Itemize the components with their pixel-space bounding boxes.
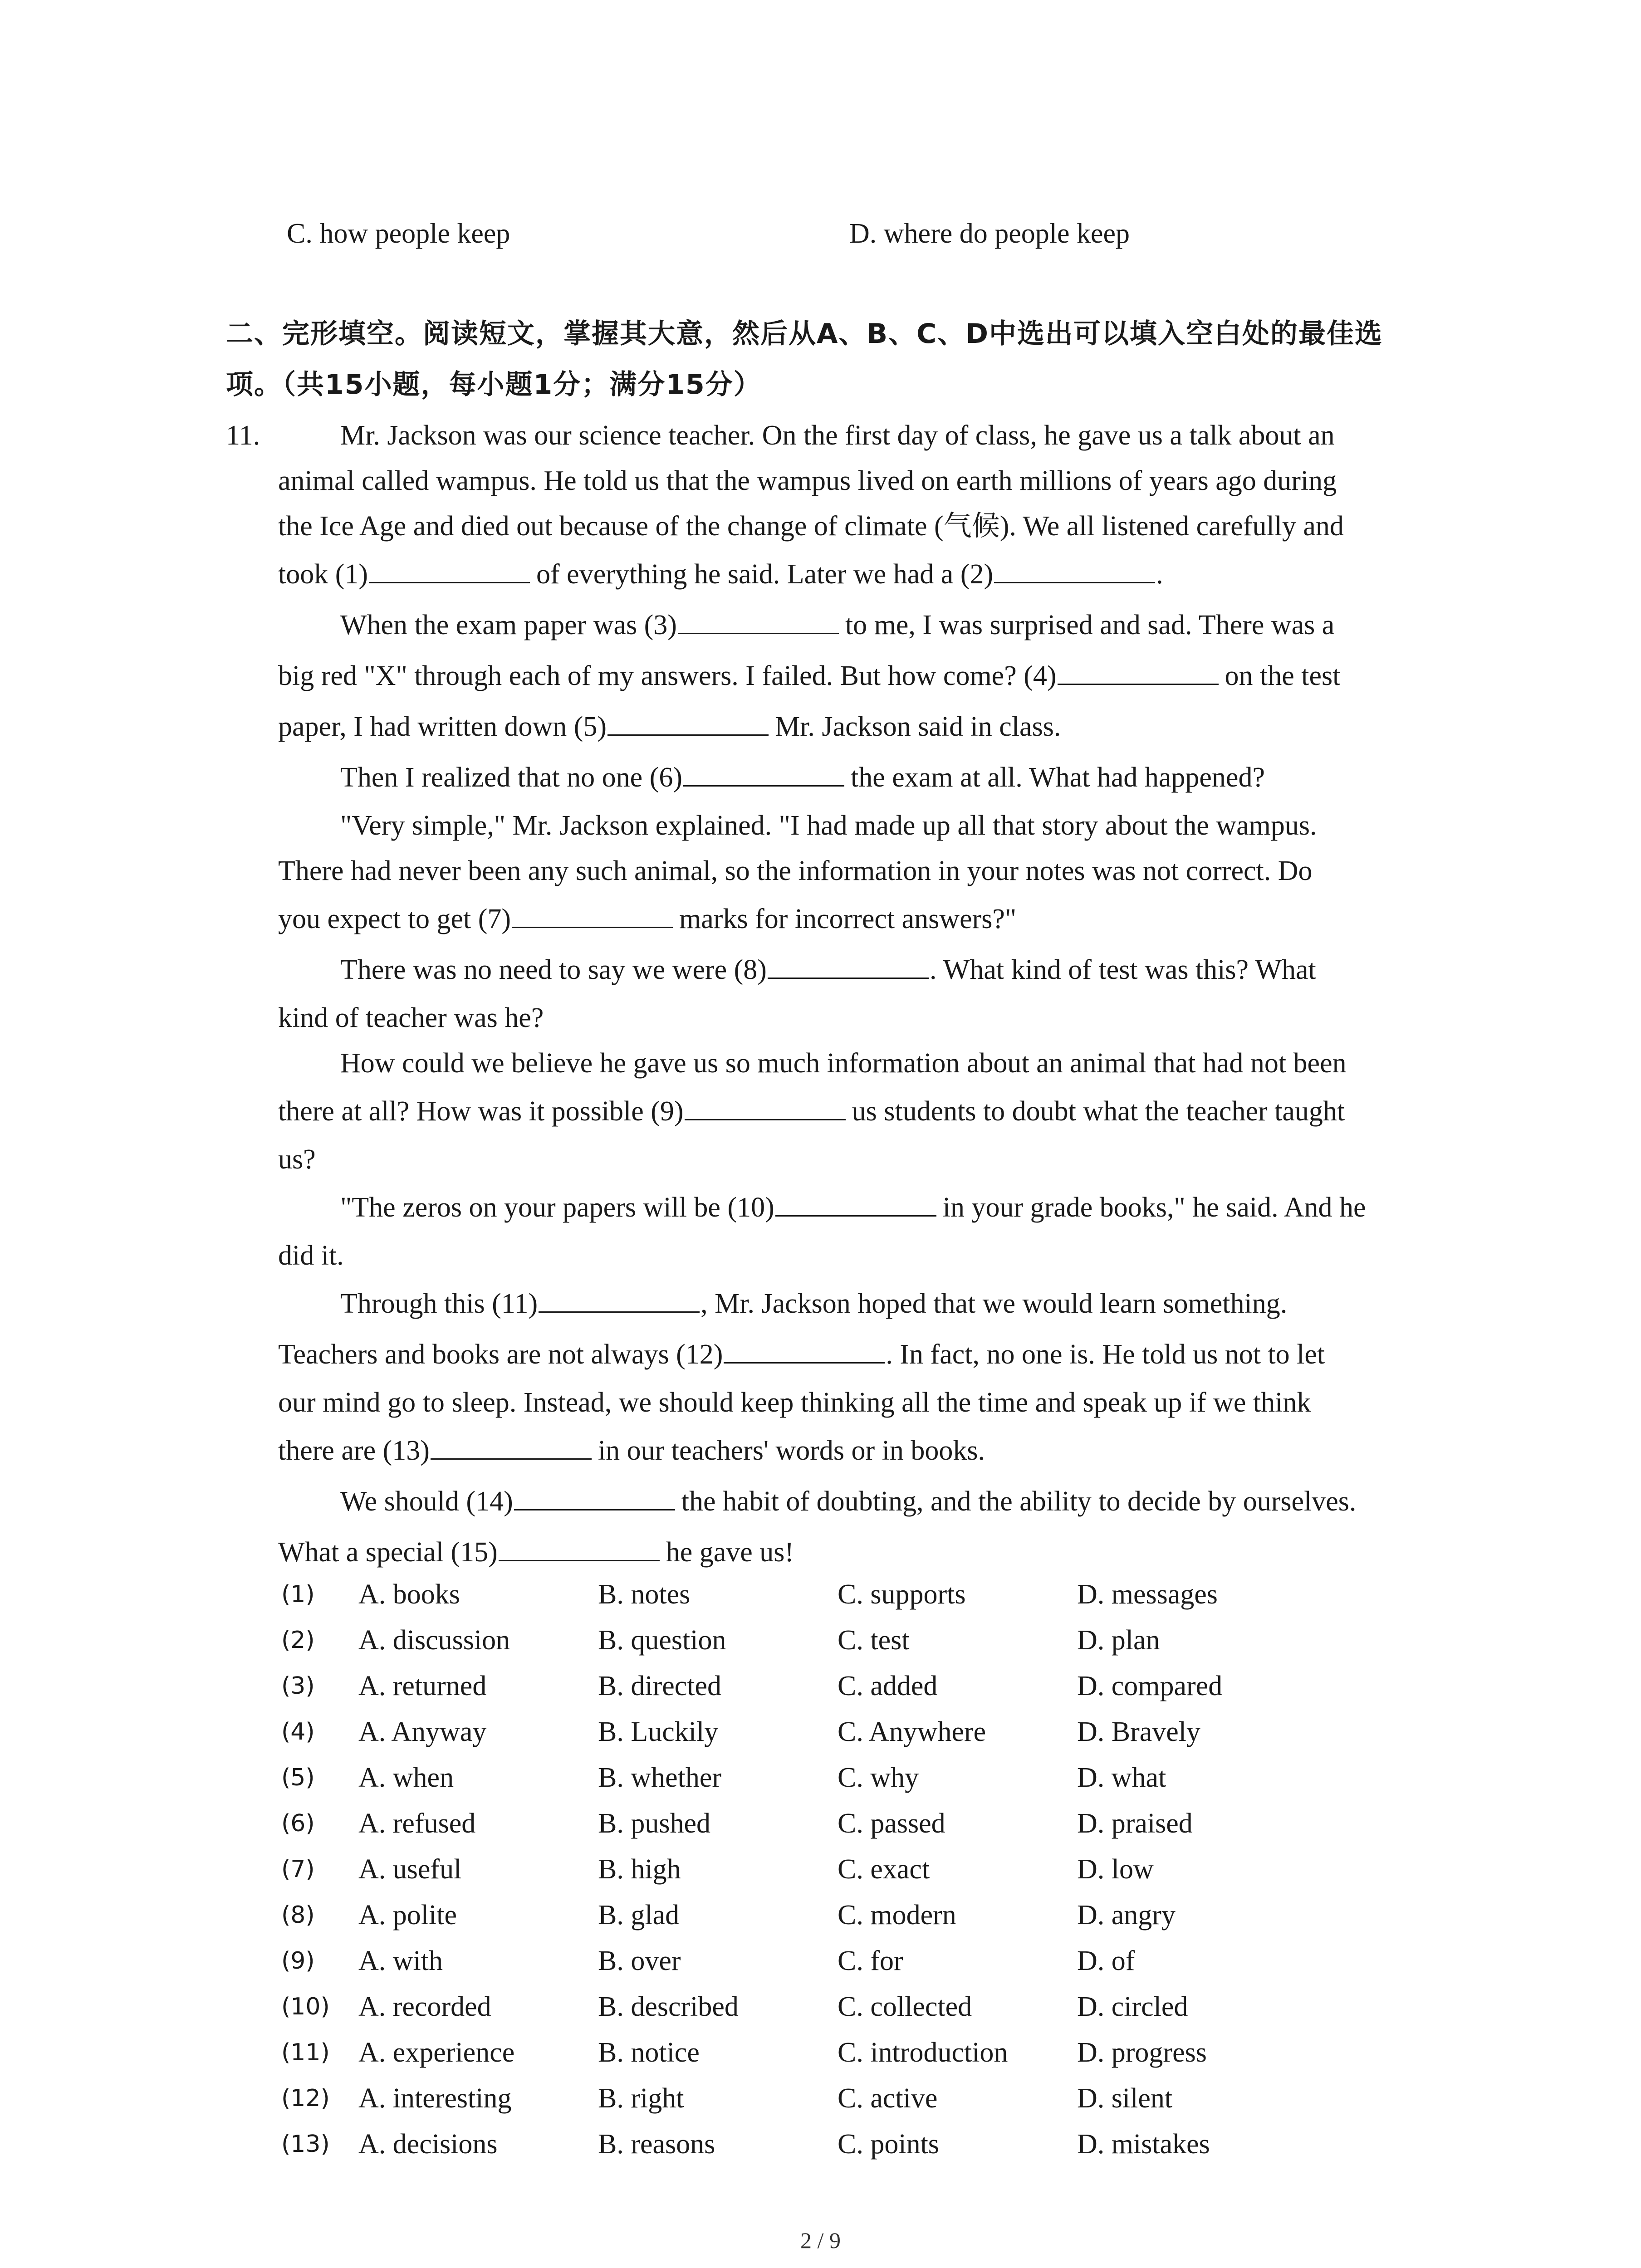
option-a: A. discussion	[358, 1625, 510, 1656]
option-row	[281, 1801, 1461, 1847]
option-number: (3)	[281, 1672, 315, 1700]
option-d: D. plan	[1077, 1625, 1160, 1656]
option-row	[281, 1618, 1461, 1663]
option-b: B. high	[598, 1854, 681, 1885]
option-d: D. circled	[1077, 1991, 1188, 2022]
passage-line: you expect to get (7) marks for incorrect answers?"	[278, 894, 1451, 944]
option-number: (12)	[281, 2085, 330, 2112]
option-d: D. low	[1077, 1854, 1154, 1885]
option-b: B. reasons	[598, 2129, 715, 2160]
passage-line: When the exam paper was (3) to me, I was surprised and sad. There was a	[278, 600, 1451, 650]
blank-2	[994, 554, 1155, 583]
option-a: A. experience	[358, 2037, 515, 2068]
option-number: (7)	[281, 1856, 315, 1883]
section-heading-line-1: 二、完形填空。阅读短文，掌握其大意，然后从A、B、C、D中选出可以填入空白处的最佳选	[226, 318, 1383, 350]
option-c: C. why	[838, 1762, 919, 1793]
passage-line: did it.	[278, 1240, 344, 1271]
blank-11	[539, 1283, 700, 1313]
blank-9	[685, 1091, 846, 1120]
option-a: A. polite	[358, 1900, 457, 1931]
option-b: B. glad	[598, 1900, 680, 1931]
option-b: B. directed	[598, 1671, 722, 1701]
option-c: C. how people keep	[287, 218, 510, 249]
option-d: D. angry	[1077, 1900, 1176, 1931]
option-row	[281, 1892, 1461, 1938]
option-row	[281, 2121, 1461, 2167]
option-b: B. question	[598, 1625, 726, 1656]
passage-line: Then I realized that no one (6) the exam at all. What had happened?	[278, 752, 1451, 803]
option-number: (13)	[281, 2131, 330, 2158]
passage-line: There had never been any such animal, so the information in your notes was not correct. Do	[278, 855, 1313, 886]
option-row	[281, 2030, 1461, 2076]
option-d: D. of	[1077, 1945, 1135, 1976]
page-number: 2 / 9	[800, 2228, 841, 2253]
option-a: A. recorded	[358, 1991, 491, 2022]
passage-line: There was no need to say we were (8) . What kind of test was this? What	[278, 944, 1451, 995]
option-d: D. compared	[1077, 1671, 1223, 1701]
passage-line: took (1) of everything he said. Later we had a (2) .	[278, 549, 1451, 600]
blank-4	[1058, 655, 1219, 685]
option-c: C. introduction	[838, 2037, 1008, 2068]
option-row	[281, 2076, 1461, 2121]
section-heading-line-2: 项。（共15小题，每小题1分；满分15分）	[226, 369, 762, 401]
blank-14	[514, 1481, 675, 1510]
option-c: C. active	[838, 2083, 938, 2114]
option-d: D. silent	[1077, 2083, 1173, 2114]
blank-3	[678, 605, 839, 634]
option-b: B. Luckily	[598, 1716, 719, 1747]
option-row	[281, 1709, 1461, 1755]
passage-line: "The zeros on your papers will be (10) in your grade books," he said. And he	[278, 1182, 1451, 1233]
option-c: C. supports	[838, 1579, 966, 1610]
previous-question-options	[287, 213, 1557, 254]
option-b: B. whether	[598, 1762, 722, 1793]
option-number: (10)	[281, 1993, 330, 2020]
option-number: (4)	[281, 1718, 315, 1745]
passage-line: We should (14) the habit of doubting, and the ability to decide by ourselves.	[278, 1476, 1451, 1527]
option-b: B. right	[598, 2083, 684, 2114]
passage-line: What a special (15) he gave us!	[278, 1527, 1451, 1578]
option-row	[281, 1847, 1461, 1892]
option-number: (8)	[281, 1901, 315, 1929]
option-a: A. refused	[358, 1808, 476, 1839]
option-a: A. decisions	[358, 2129, 498, 2160]
option-c: C. collected	[838, 1991, 972, 2022]
option-number: (6)	[281, 1810, 315, 1837]
blank-10	[775, 1187, 936, 1217]
option-c: C. exact	[838, 1854, 930, 1885]
blank-7	[512, 899, 673, 928]
passage-line: there are (13) in our teachers' words or in books.	[278, 1425, 1451, 1476]
option-d: D. mistakes	[1077, 2129, 1210, 2160]
passage-line: our mind go to sleep. Instead, we should keep thinking all the time and speak up if we think	[278, 1387, 1311, 1418]
option-c: C. for	[838, 1945, 903, 1976]
section-heading	[226, 308, 1460, 410]
option-b: B. notice	[598, 2037, 700, 2068]
passage-line: us?	[278, 1144, 316, 1175]
passage-line: Teachers and books are not always (12) . In fact, no one is. He told us not to let	[278, 1329, 1451, 1380]
option-a: A. interesting	[358, 2083, 512, 2114]
blank-8	[768, 949, 929, 979]
option-a: A. books	[358, 1579, 460, 1610]
option-a: A. returned	[358, 1671, 487, 1701]
option-number: (2)	[281, 1627, 315, 1654]
passage-line: kind of teacher was he?	[278, 1002, 544, 1033]
blank-5	[607, 706, 769, 736]
option-c: C. modern	[838, 1900, 956, 1931]
option-d: D. praised	[1077, 1808, 1193, 1839]
passage-line: animal called wampus. He told us that the wampus lived on earth millions of years ago during	[278, 465, 1337, 496]
passage-lines	[278, 413, 1451, 1578]
blank-15	[499, 1532, 660, 1561]
option-b: B. described	[598, 1991, 739, 2022]
option-a: A. Anyway	[358, 1716, 487, 1747]
blank-13	[431, 1430, 592, 1460]
option-d: D. what	[1077, 1762, 1166, 1793]
option-b: B. notes	[598, 1579, 691, 1610]
passage-line: big red "X" through each of my answers. I failed. But how come? (4) on the test	[278, 650, 1451, 701]
option-row	[281, 1572, 1461, 1618]
option-number: (11)	[281, 2039, 330, 2066]
option-number: (9)	[281, 1947, 315, 1975]
passage-line: there at all? How was it possible (9) us students to doubt what the teacher taught	[278, 1086, 1451, 1137]
option-number: (1)	[281, 1581, 315, 1608]
blank-12	[724, 1334, 885, 1364]
option-c: C. test	[838, 1625, 910, 1656]
passage-line: the Ice Age and died out because of the change of climate (气候). We all listened carefully and	[278, 511, 1344, 542]
option-row	[281, 1663, 1461, 1709]
option-row	[281, 1755, 1461, 1801]
passage-line: Mr. Jackson was our science teacher. On the first day of class, he gave us a talk about an	[340, 420, 1335, 451]
answer-options-table	[281, 1572, 1461, 2167]
option-d: D. progress	[1077, 2037, 1207, 2068]
passage-line: "Very simple," Mr. Jackson explained. "I had made up all that story about the wampus.	[340, 810, 1317, 841]
option-c: C. passed	[838, 1808, 945, 1839]
option-a: A. with	[358, 1945, 443, 1976]
passage-line: paper, I had written down (5) Mr. Jackson said in class.	[278, 701, 1451, 752]
option-a: A. when	[358, 1762, 454, 1793]
blank-1	[369, 554, 530, 583]
option-number: (5)	[281, 1764, 315, 1791]
question-number: 11.	[226, 420, 260, 451]
option-a: A. useful	[358, 1854, 462, 1885]
blank-6	[683, 757, 844, 787]
option-b: B. over	[598, 1945, 681, 1976]
option-c: C. points	[838, 2129, 939, 2160]
option-d: D. messages	[1077, 1579, 1218, 1610]
option-c: C. added	[838, 1671, 938, 1701]
passage-line: Through this (11) , Mr. Jackson hoped that we would learn something.	[278, 1278, 1451, 1329]
option-row	[281, 1984, 1461, 2030]
passage-line: How could we believe he gave us so much information about an animal that had not been	[340, 1048, 1347, 1079]
option-row	[281, 1938, 1461, 1984]
option-b: B. pushed	[598, 1808, 710, 1839]
option-d: D. Bravely	[1077, 1716, 1201, 1747]
option-c: C. Anywhere	[838, 1716, 986, 1747]
option-d: D. where do people keep	[849, 218, 1130, 249]
